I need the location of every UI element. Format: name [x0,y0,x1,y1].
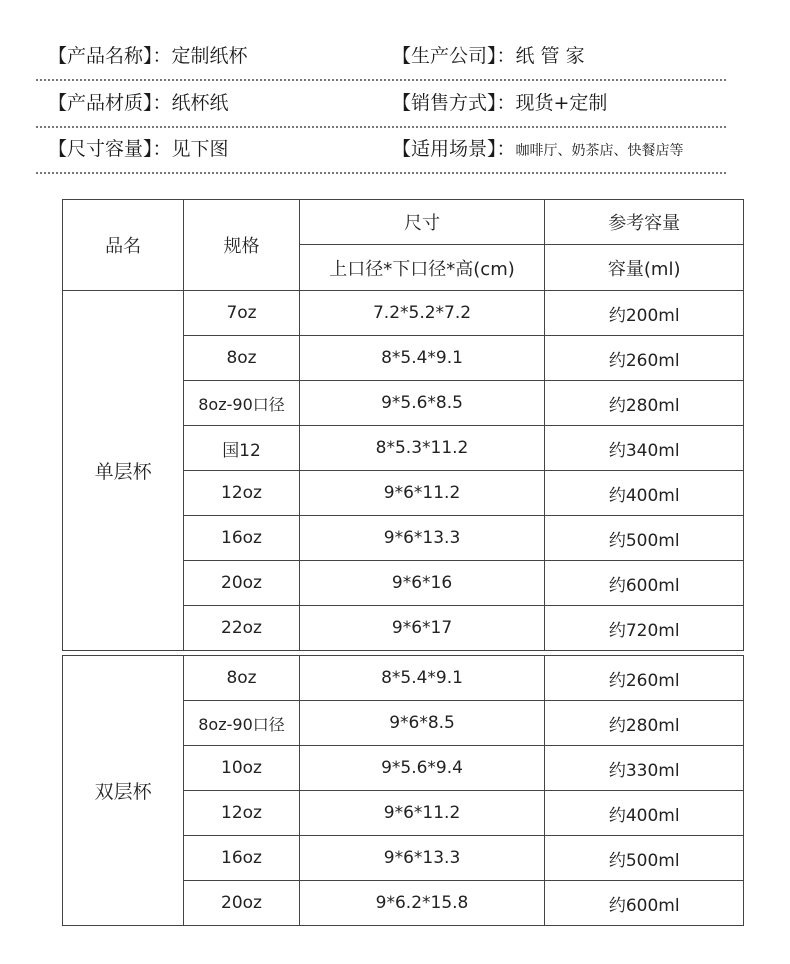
dotted-divider [36,172,726,174]
spec-cell: 12oz [184,471,299,516]
header-size-sub: 上口径*下口径*高(cm) [299,245,545,291]
size-cell: 9*5.6*8.5 [299,381,545,426]
size-cell: 9*6*13.3 [299,836,545,881]
group-name-cell: 单层杯 [63,291,184,651]
spec-cell: 7oz [184,291,299,336]
size-cell: 9*6*11.2 [299,791,545,836]
capacity-cell: 约260ml [545,656,744,701]
size-cell: 8*5.4*9.1 [299,336,545,381]
table-row [63,656,744,701]
usage-scenario-label: 【适用场景】： [392,138,516,160]
manufacturer-field [392,41,585,71]
spec-cell: 12oz [184,791,299,836]
spec-cell: 16oz [184,836,299,881]
size-capacity-field [48,134,229,164]
spec-cell: 20oz [184,881,299,926]
header-capacity-sub: 容量(ml) [545,245,744,291]
size-cell: 9*6*13.3 [299,516,545,561]
dotted-divider [36,126,726,128]
spec-cell: 16oz [184,516,299,561]
capacity-cell: 约280ml [545,381,744,426]
size-capacity-label: 【尺寸容量】： [48,138,172,160]
table-body [63,291,744,926]
spec-cell: 22oz [184,606,299,651]
size-cell: 8*5.3*11.2 [299,426,545,471]
product-name-label: 【产品名称】： [48,45,172,67]
size-cell: 9*5.6*9.4 [299,746,545,791]
group-name-cell: 双层杯 [63,656,184,926]
info-row-3 [36,130,726,174]
capacity-cell: 约720ml [545,606,744,651]
spec-table [62,199,744,926]
sales-method-value: 现货+定制 [515,92,608,114]
capacity-cell: 约200ml [545,291,744,336]
size-cell: 9*6*16 [299,561,545,606]
header-capacity: 参考容量 [545,200,744,245]
table-header [63,200,744,291]
capacity-cell: 约500ml [545,836,744,881]
capacity-cell: 约330ml [545,746,744,791]
spec-cell: 8oz [184,336,299,381]
sales-method-label: 【销售方式】： [392,92,516,114]
spec-cell: 20oz [184,561,299,606]
product-name-value: 定制纸杯 [171,45,248,67]
manufacturer-value: 纸 管 家 [515,45,585,67]
info-row-1 [36,37,726,81]
size-cell: 9*6*8.5 [299,701,545,746]
size-cell: 9*6*17 [299,606,545,651]
capacity-cell: 约340ml [545,426,744,471]
spec-cell: 10oz [184,746,299,791]
material-value: 纸杯纸 [171,92,229,114]
spec-cell: 国12 [184,426,299,471]
capacity-cell: 约400ml [545,791,744,836]
dotted-divider [36,79,726,81]
capacity-cell: 约400ml [545,471,744,516]
capacity-cell: 约280ml [545,701,744,746]
size-cell: 7.2*5.2*7.2 [299,291,545,336]
material-label: 【产品材质】： [48,92,172,114]
capacity-cell: 约260ml [545,336,744,381]
usage-scenario-value: 咖啡厅、奶茶店、快餐店等 [515,143,684,159]
capacity-cell: 约600ml [545,881,744,926]
header-name: 品名 [63,200,184,291]
material-field [48,88,229,118]
size-capacity-value: 见下图 [171,138,229,160]
header-size: 尺寸 [299,200,545,245]
size-cell: 8*5.4*9.1 [299,656,545,701]
capacity-cell: 约500ml [545,516,744,561]
table-row [63,291,744,336]
size-cell: 9*6.2*15.8 [299,881,545,926]
header-spec: 规格 [184,200,299,291]
info-row-2 [36,84,726,128]
usage-scenario-field [392,134,684,166]
capacity-cell: 约600ml [545,561,744,606]
product-name-field [48,41,248,71]
spec-cell: 8oz-90口径 [184,381,299,426]
spec-cell: 8oz [184,656,299,701]
spec-cell: 8oz-90口径 [184,701,299,746]
manufacturer-label: 【生产公司】： [392,45,516,67]
sales-method-field [392,88,607,118]
size-cell: 9*6*11.2 [299,471,545,516]
